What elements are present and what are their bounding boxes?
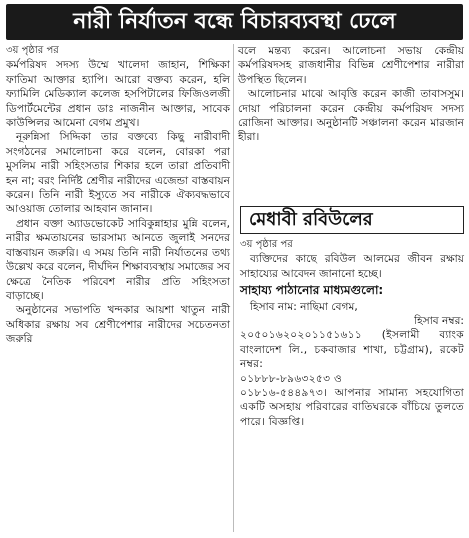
left-column (6, 44, 230, 347)
right-article-body (240, 238, 464, 429)
account-line: ০১৮১৬-৫৪৪৯৭৩। আপনার সামান্য সহযোগিতা একটি অসহায় পরিবারের বাতিঘরকে বাঁচিয়ে তুলতে পারে। বিজ্ঞপ্তি। (240, 387, 464, 428)
paragraph: নূরুন্নিসা সিদ্দিকা তার বক্তব্যে কিছু নারীবাদী সংগঠনের সমালোচনা করে বলেন, বোরকা পরা মুসলিম নারী সহিংসতার শিকার হলে তারা প্রতিবাদী হন না; বরং নির্দিষ্ট শ্রেণীর নারীদের এজেন্ডা বাস্তবায়ন করেন। তিনি নারী ইস্যুতে সব নারীকে ঐক্যবদ্ধভাবে আওয়াজ তোলার আহবান জানান। (6, 131, 230, 216)
account-line: ২০৫০১৬২০২০১১৫১৬১১ (ইসলামী ব্যাংক বাংলাদেশ লি., চকবাজার শাখা, চট্টগ্রাম), রকেট নম্বর: (240, 329, 464, 371)
continued-label: ৩য় পৃষ্ঠার পর (6, 45, 59, 56)
account-line: হিসাব নম্বর: (414, 315, 464, 328)
right-column-top (238, 44, 464, 145)
article-title: মেধাবী রবিউলের (240, 206, 464, 234)
continued-label: ৩য় পৃষ্ঠার পর (240, 239, 293, 250)
help-heading: সাহায্য পাঠানোর মাধ্যমগুলো: (240, 283, 384, 298)
column-divider (233, 44, 234, 532)
paragraph: আলোচনার মাঝে আবৃত্তি করেন কাজী তাবাসসুম। দোয়া পরিচালনা করেন কেন্দ্রীয় কর্মপরিষদ সদস্য রোজিনা আক্তার। অনুষ্ঠানটি সঞ্চালনা করেন মারজান হীরা। (238, 88, 464, 144)
paragraph: বলে মন্তব্য করেন। আলোচনা সভায় কেন্দ্রীয় কর্মপরিষদসহ রাজধানীর বিভিন্ন শ্রেণীপেশার নারীরা উপস্থিত ছিলেন। (238, 45, 464, 86)
paragraph: প্রধান বক্তা অ্যাডভোকেট সাবিকুন্নাহার মুন্নি বলেন, নারীর ক্ষমতায়নের ভারসাম্য আনতে জুলাই সনদের বাস্তবায়ন জরুরি। এ সময় তিনি নারী নির্যাতনের তথ্য উল্লেখ করে বলেন, দীর্ঘদিন শিক্ষাব্যবস্থায় সমাজের সব ক্ষেত্রে নৈতিক পরিবেশ নারীর প্রতি সহিংসতা বাড়াচ্ছে। (6, 217, 230, 302)
paragraph: কর্মপরিষদ সদস্য উম্মে খালেদা জাহান, শিক্ষিকা ফাতিমা আক্তার হ্যাপি। আরো বক্তব্য করেন, হলি ফ্যামিলি মেডিক্যাল কলেজ হসপিটালের ফিজিওলজী ডিপার্টমেন্টের প্রধান ডাঃ নাজনীন আক্তার, সাবেক কাউন্সিলর আমেনা বেগম প্রমুখ। (6, 59, 230, 130)
account-line: হিসাব নাম: নাছিমা বেগম, (250, 300, 358, 313)
intro-paragraph: ব্যক্তিদের কাছে রবিউল আলমের জীবন রক্ষায় সাহায্যের আবেদন জানানো হচ্ছে। (240, 253, 464, 280)
paragraph: অনুষ্ঠানের সভাপতি খন্দকার আয়শা খাতুন নারী অধিকার রক্ষায় সব শ্রেণীপেশার নারীদের সচেতনতা জরুরি (6, 304, 230, 346)
account-line: ০১৮৮৮-৮৯৬৩২৫৩ ও (240, 372, 343, 385)
headline: নারী নির্যাতন বন্ধে বিচারব্যবস্থা ঢেলে (6, 4, 463, 40)
